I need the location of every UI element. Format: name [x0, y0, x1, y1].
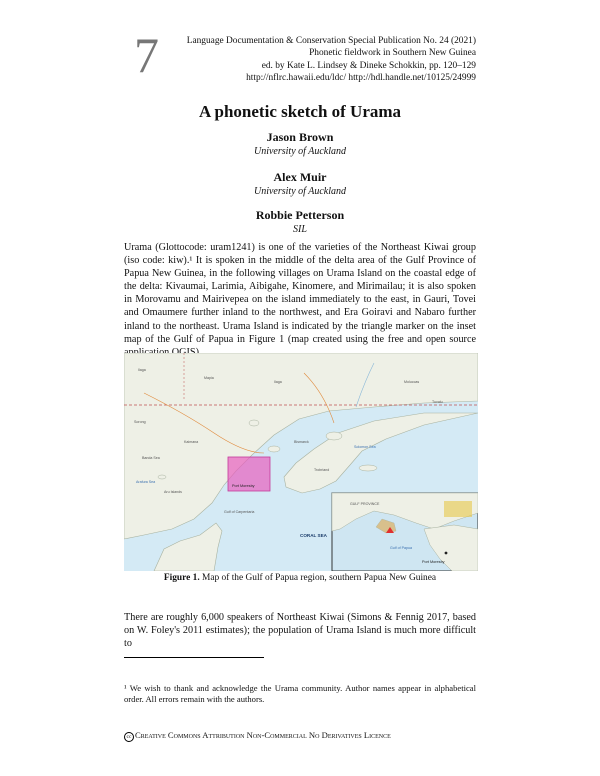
author-affiliation: University of Auckland	[253, 186, 347, 197]
svg-text:Banda Sea: Banda Sea	[142, 456, 160, 460]
svg-text:Ilaga: Ilaga	[274, 380, 282, 384]
header-line-series: Language Documentation & Conservation Special Publication No. 24 (2021)	[186, 36, 476, 46]
footnote-divider	[124, 657, 264, 658]
license-text[interactable]: Creative Commons Attribution Non-Commercial No Derivatives Licence	[135, 730, 391, 740]
svg-text:Moluccas: Moluccas	[404, 380, 420, 384]
caption-text: Map of the Gulf of Papua region, southern Papua New Guinea	[202, 573, 437, 583]
body-paragraph: There are roughly 6,000 speakers of Northeast Kiwai (Simons & Fennig 2017, based on W. Foley's 2011 estimates); the population of Urama Island is much more difficult to	[124, 612, 476, 650]
author-block	[0, 130, 600, 158]
paper-title: A phonetic sketch of Urama	[198, 102, 402, 121]
author-name: Alex Muir	[273, 170, 327, 184]
inset-label-gulf: Gulf of Papua	[390, 546, 412, 550]
svg-text:Mapia: Mapia	[204, 376, 214, 380]
header-line-urls[interactable]: http://nflrc.hawaii.edu/ldc/ http://hdl.handle.net/10125/24999	[246, 73, 476, 84]
author-affiliation: SIL	[293, 224, 307, 235]
header-line-volume: Phonetic fieldwork in Southern New Guinea	[309, 48, 476, 59]
author-name: Robbie Petterson	[255, 208, 345, 222]
publication-header	[187, 35, 476, 85]
figure-caption	[124, 573, 476, 583]
svg-text:Bismarck: Bismarck	[294, 440, 309, 444]
author-block	[0, 208, 600, 236]
map-label-port-moresby: Port Moresby	[232, 484, 255, 488]
svg-text:Gulf of Carpentaria: Gulf of Carpentaria	[224, 510, 255, 514]
map-label-coral-sea: CORAL SEA	[300, 533, 327, 538]
author-affiliation: University of Auckland	[253, 146, 347, 157]
map-graphic	[124, 353, 478, 571]
creative-commons-icon: cc	[124, 732, 134, 742]
inset-map	[332, 493, 478, 571]
svg-text:Ilaga: Ilaga	[138, 368, 146, 372]
license-line	[124, 730, 391, 742]
body-paragraph: Urama (Glottocode: uram1241) is one of the varieties of the Northeast Kiwai group (iso code: kiw).¹ It is spoken in the middle of the delta area of the Gulf Province of Papua New Guinea, in the following villages on Urama Island on the coastal edge of the delta: Kivaumai, Larimia, Aibigahe, Kinomere, and Mirimailau; it is also spoken in Morovamu and Mairivepea on the island immediately to the east, in Gauri, Tovei and Omaumere further inland to the northwest, and Era Goiravi and Nabaro further inland to the northeast. Urama Island is indicated by the triangle marker on the inset map of the Gulf of Papua in Figure 1 (map created using the free and open source	[124, 242, 476, 345]
chapter-number: 7	[134, 27, 159, 83]
author-name: Jason Brown	[266, 130, 334, 144]
svg-text:Sorong: Sorong	[134, 420, 146, 424]
svg-text:Tuvalu: Tuvalu	[432, 400, 443, 404]
svg-text:Aru Islands: Aru Islands	[164, 490, 182, 494]
svg-text:Arafura Sea: Arafura Sea	[136, 480, 156, 484]
inset-label-port-moresby: Port Moresby	[422, 560, 445, 564]
inset-label-gulf-province: GULF PROVINCE	[350, 502, 380, 506]
svg-text:Trobriand: Trobriand	[314, 468, 330, 472]
author-block	[0, 170, 600, 198]
svg-text:Solomon Sea: Solomon Sea	[354, 445, 376, 449]
caption-label: Figure 1.	[163, 573, 200, 583]
header-line-editors: ed. by Kate L. Lindsey & Dineke Schokkin, pp. 120–129	[261, 60, 476, 71]
svg-text:Kaimana: Kaimana	[184, 440, 199, 444]
figure-map	[124, 353, 478, 571]
footnote: ¹ We wish to thank and acknowledge the Urama community. Author names appear in alphabetical order. All errors remain with the authors.	[124, 683, 476, 705]
